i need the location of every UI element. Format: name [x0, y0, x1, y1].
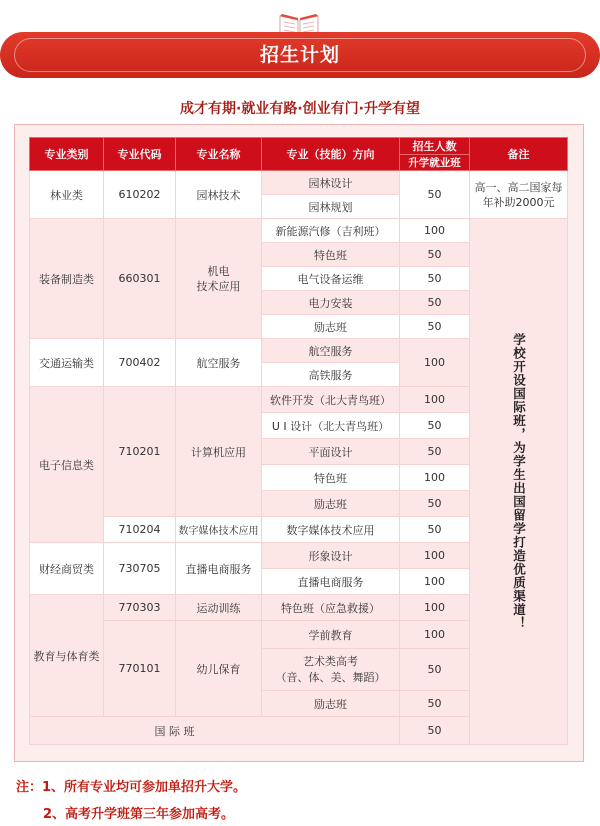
table-cell-category: 装备制造类 — [30, 219, 104, 339]
table-cell-count: 50 — [400, 267, 470, 291]
table-cell-count: 100 — [400, 543, 470, 569]
table-cell-direction: 励志班 — [262, 315, 400, 339]
table-cell-count: 50 — [400, 439, 470, 465]
table-cell-name: 计算机应用 — [176, 387, 262, 517]
table-cell-code: 710201 — [104, 387, 176, 517]
table-cell-direction: 艺术类高考 （音、体、美、舞蹈） — [262, 649, 400, 691]
table-cell-code: 610202 — [104, 171, 176, 219]
table-cell-direction: 数字媒体技术应用 — [262, 517, 400, 543]
international-class-label: 国 际 班 — [154, 724, 195, 738]
table-cell-category: 电子信息类 — [30, 387, 104, 543]
table-cell-direction: 软件开发（北大青鸟班） — [262, 387, 400, 413]
header-enroll-sub: 升学就业班 — [400, 155, 470, 171]
table-cell-direction: 高铁服务 — [262, 363, 400, 387]
table-cell-code: 700402 — [104, 339, 176, 387]
note-1: 注：1、所有专业均可参加单招升大学。 — [16, 780, 247, 795]
table-cell-name: 机电 技术应用 — [176, 219, 262, 339]
header-enroll: 招生人数 — [400, 138, 470, 155]
table-cell-direction: 特色班（应急救援） — [262, 595, 400, 621]
table-cell-code: 660301 — [104, 219, 176, 339]
table-cell-code: 770303 — [104, 595, 176, 621]
table-cell-name: 航空服务 — [176, 339, 262, 387]
table-cell-direction: 特色班 — [262, 465, 400, 491]
table-cell-direction: 特色班 — [262, 243, 400, 267]
note-2: 2、高考升学班第三年参加高考。 — [43, 807, 235, 822]
table-cell-name: 数字媒体技术应用 — [176, 517, 262, 543]
table-cell-direction: 新能源汽修（吉利班） — [262, 219, 400, 243]
table-cell-count: 50 — [400, 649, 470, 691]
table-cell-count: 50 — [400, 315, 470, 339]
table-cell-direction: 学前教育 — [262, 621, 400, 649]
table-cell-direction: 园林设计 — [262, 171, 400, 195]
remark-vertical-text: 学校开设国际班，为学生出国留学打造优质渠道！ — [511, 333, 527, 630]
table-cell-name: 幼儿保育 — [176, 621, 262, 717]
international-class-remark — [470, 219, 568, 745]
table-cell-category: 交通运输类 — [30, 339, 104, 387]
table-cell-count: 100 — [400, 339, 470, 387]
header-remark: 备注 — [470, 138, 568, 171]
header-name: 专业名称 — [176, 138, 262, 171]
page-title: 招生计划 — [259, 44, 340, 66]
header-direction: 专业（技能）方向 — [262, 138, 400, 171]
table-cell-count: 100 — [400, 387, 470, 413]
table-cell-code: 770101 — [104, 621, 176, 717]
title-banner — [0, 32, 600, 78]
table-cell-count: 50 — [400, 171, 470, 219]
table-cell-count: 50 — [400, 243, 470, 267]
table-cell-direction: 电力安装 — [262, 291, 400, 315]
table-cell-count: 50 — [400, 517, 470, 543]
table-cell-code: 730705 — [104, 543, 176, 595]
table-cell-direction: 励志班 — [262, 691, 400, 717]
table-cell-category: 教育与体育类 — [30, 595, 104, 717]
table-cell-count: 100 — [400, 569, 470, 595]
table-cell-direction: 平面设计 — [262, 439, 400, 465]
table-cell-name: 直播电商服务 — [176, 543, 262, 595]
table-cell-direction: U I 设计（北大青鸟班） — [262, 413, 400, 439]
table-cell-count: 100 — [400, 465, 470, 491]
table-cell-count: 50 — [400, 291, 470, 315]
header-category: 专业类别 — [30, 138, 104, 171]
table-cell-name: 园林技术 — [176, 171, 262, 219]
table-cell-name: 运动训练 — [176, 595, 262, 621]
table-cell-remark: 高一、高二国家每年补助2000元 — [470, 171, 568, 219]
table-cell-count: 50 — [400, 413, 470, 439]
table-cell-direction: 直播电商服务 — [262, 569, 400, 595]
table-cell-count: 100 — [400, 219, 470, 243]
table-cell-direction: 园林规划 — [262, 195, 400, 219]
table-cell-international — [30, 717, 400, 745]
subtitle: 成才有期·就业有路·创业有门·升学有望 — [180, 101, 420, 117]
header-code: 专业代码 — [104, 138, 176, 171]
table-cell-direction: 形象设计 — [262, 543, 400, 569]
table-cell-count: 50 — [400, 717, 470, 745]
table-cell-direction: 励志班 — [262, 491, 400, 517]
table-cell-code: 710204 — [104, 517, 176, 543]
table-cell-direction: 电气设备运维 — [262, 267, 400, 291]
enrollment-table — [29, 137, 568, 745]
table-cell-direction: 航空服务 — [262, 339, 400, 363]
table-cell-category: 财经商贸类 — [30, 543, 104, 595]
table-cell-count: 50 — [400, 491, 470, 517]
table-cell-category: 林业类 — [30, 171, 104, 219]
table-cell-count: 50 — [400, 691, 470, 717]
table-cell-count: 100 — [400, 595, 470, 621]
table-cell-count: 100 — [400, 621, 470, 649]
